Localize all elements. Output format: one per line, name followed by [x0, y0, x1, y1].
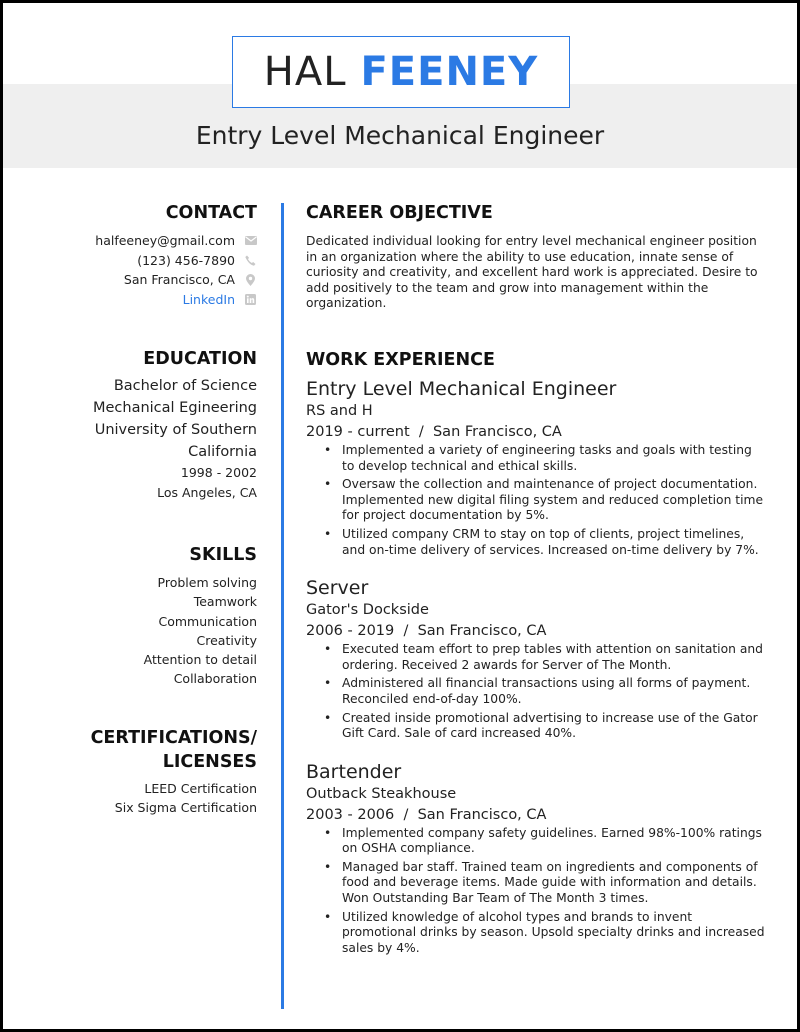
contact-list	[23, 231, 257, 309]
phone-icon	[244, 255, 257, 266]
degree: Bachelor of Science	[113, 378, 257, 394]
linkedin-icon	[244, 294, 257, 305]
job-title-header: Entry Level Mechanical Engineer	[195, 121, 605, 150]
last-name: FEENEY	[360, 49, 539, 95]
linkedin-link[interactable]: LinkedIn	[182, 291, 235, 307]
job-dates: 2003 - 2006 / San Francisco, CA	[306, 806, 547, 823]
location-pin-icon	[244, 274, 257, 286]
skill-item: Teamwork	[193, 594, 257, 610]
job-company: RS and H	[306, 402, 373, 419]
education-section	[23, 347, 257, 503]
contact-email[interactable]	[23, 231, 257, 251]
skill-item: Collaboration	[173, 671, 257, 687]
contact-section	[23, 201, 257, 309]
education-location: Los Angeles, CA	[157, 485, 257, 500]
experience-heading: WORK EXPERIENCE	[306, 349, 495, 370]
job-title: Bartender	[306, 760, 402, 783]
job-bullet: • Managed bar staff. Trained team on ingredients and components of food and beverage items. Made guide with information and details. Won Outstanding Bar Team of The Month 3 times.	[306, 860, 768, 907]
job-bullet: • Created inside promotional advertising to increase use of the Gator Gift Card. Sale of card increased 40%.	[306, 711, 768, 742]
job-entry	[306, 760, 768, 957]
job-bullets	[306, 642, 768, 742]
major: Mechanical Egineering	[92, 400, 257, 416]
education-details	[23, 375, 257, 503]
certification-item: Six Sigma Certification	[114, 800, 257, 816]
job-dates: 2019 - current / San Francisco, CA	[306, 423, 562, 440]
job-company: Outback Steakhouse	[306, 785, 457, 802]
skills-heading: SKILLS	[189, 545, 257, 565]
skill-item: Communication	[158, 613, 257, 629]
email-text: halfeeney@gmail.com	[95, 233, 235, 248]
contact-linkedin[interactable]	[23, 290, 257, 310]
job-dates: 2006 - 2019 / San Francisco, CA	[306, 623, 547, 640]
right-column	[306, 201, 768, 974]
contact-location	[23, 270, 257, 290]
envelope-icon	[244, 236, 257, 245]
education-heading: EDUCATION	[143, 349, 257, 369]
job-title: Entry Level Mechanical Engineer	[306, 377, 617, 400]
job-bullet: • Utilized company CRM to stay on top of clients, project timelines, and on-time delivery of services. Increased on-time delivery by 7%.	[306, 527, 768, 558]
skill-item: Problem solving	[157, 575, 257, 590]
job-bullet: • Oversaw the collection and maintenance of project documentation. Implemented new digital filing system and reduced completion time for project documentation by 5%.	[306, 477, 768, 524]
objective-section	[306, 201, 768, 312]
education-years: 1998 - 2002	[180, 465, 257, 480]
certification-item: LEED Certification	[144, 780, 257, 796]
job-bullets	[306, 443, 768, 558]
skill-item: Creativity	[196, 632, 257, 648]
contact-phone[interactable]	[23, 251, 257, 271]
certifications-heading: CERTIFICATIONS/	[90, 727, 257, 748]
job-bullet: • Implemented company safety guidelines. Earned 98%-100% ratings on OSHA compliance.	[306, 826, 768, 857]
left-column	[23, 201, 257, 817]
job-company: Gator's Dockside	[306, 602, 429, 619]
job-title: Server	[306, 577, 369, 600]
name-box	[232, 36, 570, 108]
job-entry	[306, 377, 768, 558]
certifications-section	[23, 726, 257, 818]
job-bullets	[306, 826, 768, 957]
skills-section	[23, 543, 257, 689]
location-text: San Francisco, CA	[123, 272, 235, 287]
certifications-list	[23, 779, 257, 818]
job-entry	[306, 576, 768, 742]
job-bullet: • Administered all financial transactions using all forms of payment. Reconciled end-of-day 100%.	[306, 676, 768, 707]
certifications-heading-line2: LICENSES	[162, 751, 257, 772]
skills-list	[23, 573, 257, 689]
job-bullet: • Implemented a variety of engineering tasks and goals with testing to develop technical and ethical skills.	[306, 443, 768, 474]
objective-text: Dedicated individual looking for entry level mechanical engineer position in an organization where the ability to use education, innate sense of curiosity and creativity, and excellent hard work is appreciated. Desire to add positively to the team and grow into management within the organization.	[306, 234, 758, 311]
first-name: HAL	[263, 49, 347, 95]
objective-heading: CAREER OBJECTIVE	[306, 203, 493, 223]
column-divider	[281, 203, 284, 1009]
contact-heading: CONTACT	[165, 203, 257, 223]
job-bullet: • Utilized knowledge of alcohol types and brands to invent promotional drinks by season. Upsold specialty drinks and increased sales by 4%.	[306, 910, 768, 957]
experience-section	[306, 348, 768, 956]
phone-text: (123) 456-7890	[137, 252, 235, 268]
job-bullet: • Executed team effort to prep tables with attention on sanitation and ordering. Received 2 awards for Server of The Month.	[306, 642, 768, 673]
school: University of Southern California	[94, 422, 257, 460]
skill-item: Attention to detail	[143, 652, 257, 668]
